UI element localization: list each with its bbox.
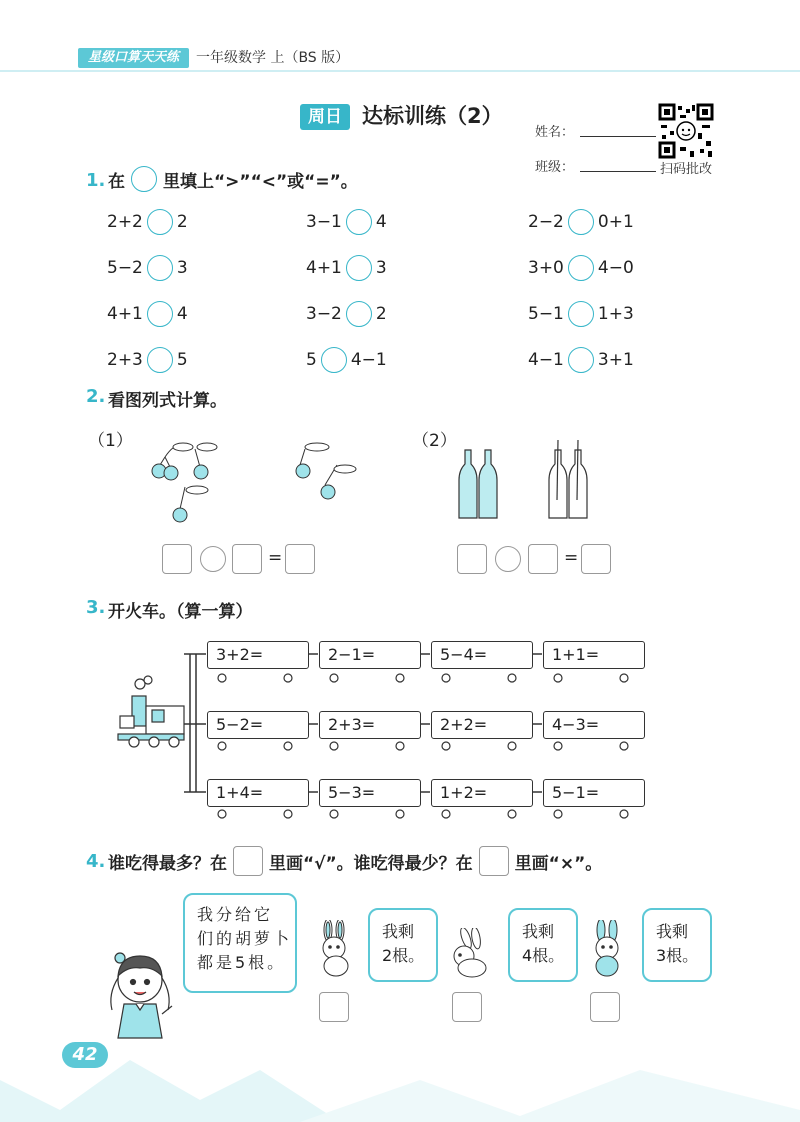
rabbit-2-answer-box[interactable] [452,992,482,1022]
q1-left-expr: 5−1 [528,304,564,324]
train-car[interactable]: 1+1= [543,641,645,669]
q1-right-expr: 3+1 [597,350,634,370]
q2-text: 看图列式计算。 [108,391,227,411]
q2-part1-box-2[interactable] [232,544,262,574]
train-car[interactable]: 5−2= [207,711,309,739]
q1-left-expr: 3−1 [306,212,342,232]
q1-answer-circle[interactable] [147,347,173,373]
q1-text-before: 在 [108,171,125,192]
rabbit-3-answer-box[interactable] [590,992,620,1022]
q1-item [306,209,387,235]
girl-speech-bubble [183,893,297,993]
cherry-pair-icon [152,443,217,480]
rabbit-1-line-1: 我剩 [382,922,415,941]
qr-code-icon[interactable] [658,103,714,159]
train-car[interactable]: 1+4= [207,779,309,807]
q1-item [306,347,387,373]
class-field[interactable] [580,171,656,172]
q2-part2-operator-circle[interactable] [495,546,521,572]
q3-text: 开火车。（算一算） [108,602,253,622]
q1-item [107,301,188,327]
rabbit-1-icon [310,920,360,980]
q1-right-expr: 4−1 [350,350,387,370]
train-car[interactable]: 5−3= [319,779,421,807]
q1-left-expr: 2−2 [528,212,564,232]
girl-line-1: 我分给它 [197,905,274,924]
q4-sample-box-1 [233,846,263,876]
q4-text-a: 谁吃得最多？在 [108,853,227,874]
name-field[interactable] [580,136,656,137]
rabbit-3-icon [583,920,633,980]
q1-item [306,255,387,281]
q2-number: 2. [86,386,106,407]
q1-left-expr: 4+1 [306,258,342,278]
q1-right-expr: 2 [176,212,188,232]
q2-part2-box-2[interactable] [528,544,558,574]
train-car[interactable]: 5−4= [431,641,533,669]
train-car[interactable]: 2+2= [431,711,533,739]
q1-answer-circle[interactable] [147,301,173,327]
q1-right-expr: 2 [375,304,387,324]
header-subtitle: 一年级数学 上（BS 版） [196,50,350,66]
cherry-group-right-icon [296,443,356,499]
rabbit-1-bubble [368,908,438,982]
full-bottles-icon [459,450,497,518]
rabbit-3-line-2: 3根。 [656,946,699,965]
q1-answer-circle[interactable] [568,347,594,373]
q1-left-expr: 2+2 [107,212,143,232]
q2-part1-eq: = [268,548,283,568]
footer-decoration [0,1040,800,1122]
q1-left-expr: 5 [306,350,317,370]
bottles-illustration [455,440,605,524]
rabbit-2-bubble [508,908,578,982]
q1-left-expr: 4+1 [107,304,143,324]
train-car[interactable]: 2−1= [319,641,421,669]
sample-circle [131,166,157,192]
train-car[interactable]: 1+2= [431,779,533,807]
q1-answer-circle[interactable] [147,209,173,235]
q2-part2-box-result[interactable] [581,544,611,574]
header-divider [0,70,800,72]
train-car[interactable]: 2+3= [319,711,421,739]
q1-item [107,209,188,235]
train-car[interactable]: 4−3= [543,711,645,739]
q2-part1-box-result[interactable] [285,544,315,574]
q1-item [107,347,188,373]
q4-sample-box-2 [479,846,509,876]
q1-instruction [108,166,358,192]
q1-left-expr: 5−2 [107,258,143,278]
q1-left-expr: 2+3 [107,350,143,370]
rabbit-1-answer-box[interactable] [319,992,349,1022]
q1-item [107,255,188,281]
q1-left-expr: 4−1 [528,350,564,370]
q1-right-expr: 4 [176,304,188,324]
q1-right-expr: 3 [176,258,188,278]
q1-right-expr: 4−0 [597,258,634,278]
cherries-illustration [145,437,375,527]
q2-part2-eq: = [564,548,579,568]
q1-answer-circle[interactable] [346,255,372,281]
q2-part1-operator-circle[interactable] [200,546,226,572]
scan-label: 扫码批改 [660,162,713,177]
empty-bottles-icon [549,440,587,518]
q1-answer-circle[interactable] [321,347,347,373]
name-label: 姓名： [535,125,575,140]
train-car[interactable]: 3+2= [207,641,309,669]
q4-number: 4. [86,851,106,872]
series-tag: 星级口算天天练 [78,48,189,68]
q1-answer-circle[interactable] [147,255,173,281]
girl-icon [100,944,180,1040]
q3-number: 3. [86,597,106,618]
train-car[interactable]: 5−1= [543,779,645,807]
rabbit-1-line-2: 2根。 [382,946,425,965]
q1-item [528,209,634,235]
q1-answer-circle[interactable] [568,209,594,235]
girl-line-2: 们的胡萝卜 [197,929,293,948]
rabbit-3-bubble [642,908,712,982]
q1-item [528,255,634,281]
q1-right-expr: 3 [375,258,387,278]
q1-answer-circle[interactable] [568,255,594,281]
q1-right-expr: 0+1 [597,212,634,232]
q2-part2-box-1[interactable] [457,544,487,574]
q1-item [306,301,387,327]
q2-part1-box-1[interactable] [162,544,192,574]
rabbit-3-line-1: 我剩 [656,922,689,941]
page-number: 42 [62,1042,108,1068]
q1-left-expr: 3+0 [528,258,564,278]
q2-part1-label: （1） [88,431,133,451]
q2-part2-label: （2） [412,431,457,451]
q1-right-expr: 4 [375,212,387,232]
q4-text-b: 里画“√”。谁吃得最少？在 [269,853,473,874]
q1-item [528,301,634,327]
class-label: 班级： [535,160,575,175]
q1-left-expr: 3−2 [306,304,342,324]
q1-answer-circle[interactable] [568,301,594,327]
rabbit-2-line-1: 我剩 [522,922,555,941]
q1-right-expr: 1+3 [597,304,634,324]
girl-line-3: 都是5根。 [197,953,287,972]
page-title: 达标训练（2） [362,104,503,128]
q4-text-c: 里画“×”。 [514,853,603,874]
q1-right-expr: 5 [176,350,188,370]
cherry-single-icon [173,486,208,522]
day-badge: 周日 [300,104,350,130]
q4-instruction [108,846,602,876]
rabbit-2-icon [442,928,494,980]
q1-answer-circle[interactable] [346,301,372,327]
rabbit-2-line-2: 4根。 [522,946,565,965]
locomotive-icon [118,676,184,747]
q1-item [528,347,634,373]
q1-number: 1. [86,170,106,191]
q1-answer-circle[interactable] [346,209,372,235]
q1-text-after: 里填上“>”“<”或“=”。 [163,171,358,192]
